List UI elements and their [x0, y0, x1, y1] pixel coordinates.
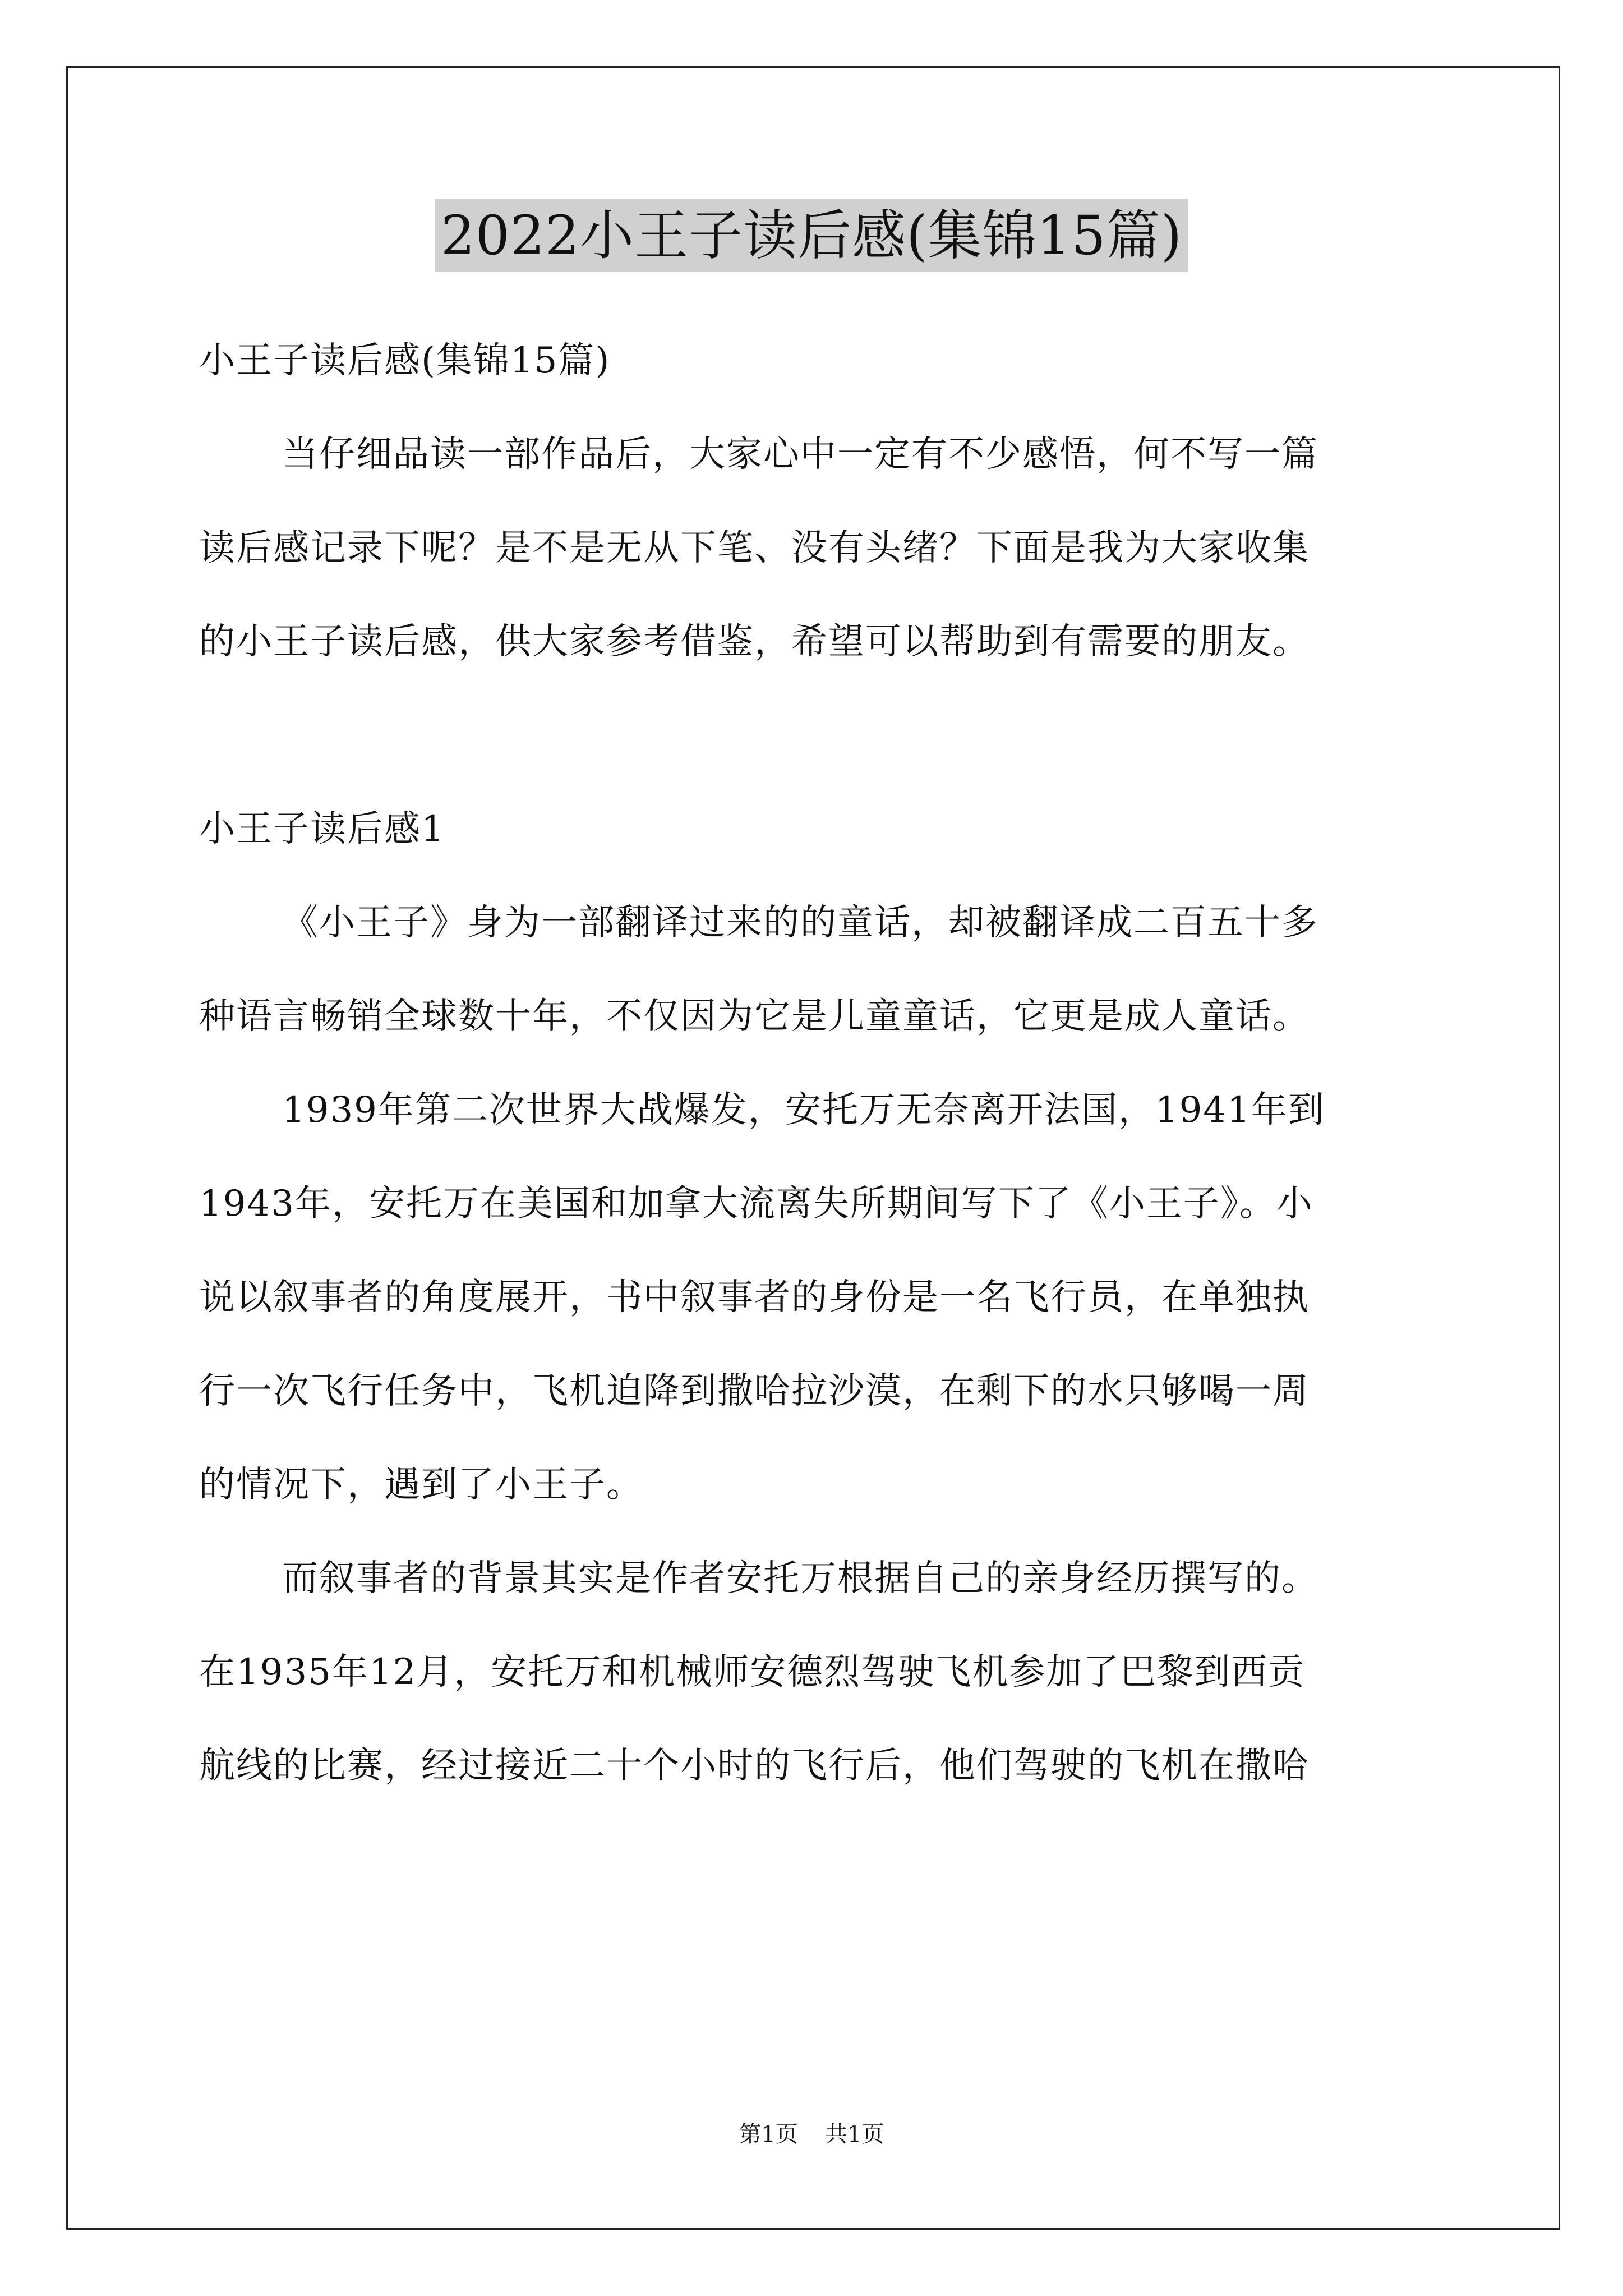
intro-line: 读后感记录下呢？是不是无从下笔、没有头绪？下面是我为大家收集: [199, 527, 1310, 569]
section-heading: 小王子读后感1: [199, 808, 445, 850]
document-title: 2022小王子读后感(集锦15篇): [435, 199, 1188, 272]
document-body: [199, 314, 1433, 1813]
page-footer: [0, 2118, 1623, 2151]
title-wrap: [0, 199, 1623, 272]
blank-line: [199, 689, 1433, 783]
paragraph-line: 而叙事者的背景其实是作者安托万根据自己的亲身经历撰写的。: [282, 1558, 1318, 1599]
page-number: 第1页: [739, 2122, 798, 2147]
intro-line: 的小王子读后感，供大家参考借鉴，希望可以帮助到有需要的朋友。: [199, 621, 1310, 662]
paragraph-line: 1939年第二次世界大战爆发，安托万无奈离开法国，1941年到: [282, 1089, 1325, 1131]
document-subtitle: 小王子读后感(集锦15篇): [199, 340, 611, 381]
paragraph-line: 种语言畅销全球数十年，不仅因为它是儿童童话，它更是成人童话。: [199, 996, 1310, 1037]
paragraph-line: 行一次飞行任务中，飞机迫降到撒哈拉沙漠，在剩下的水只够喝一周: [199, 1370, 1310, 1412]
intro-line: 当仔细品读一部作品后，大家心中一定有不少感悟，何不写一篇: [282, 434, 1318, 475]
paragraph-line: 说以叙事者的角度展开，书中叙事者的身份是一名飞行员，在单独执: [199, 1277, 1310, 1318]
paragraph-line: 航线的比赛，经过接近二十个小时的飞行后，他们驾驶的飞机在撒哈: [199, 1745, 1310, 1787]
paragraph-line: 1943年，安托万在美国和加拿大流离失所期间写下了《小王子》。小: [199, 1183, 1313, 1225]
paragraph-line: 《小王子》身为一部翻译过来的的童话，却被翻译成二百五十多: [282, 902, 1318, 944]
page-total: 共1页: [825, 2122, 884, 2147]
paragraph-line: 在1935年12月，安托万和机械师安德烈驾驶飞机参加了巴黎到西贡: [199, 1651, 1306, 1693]
paragraph-line: 的情况下，遇到了小王子。: [199, 1464, 643, 1506]
